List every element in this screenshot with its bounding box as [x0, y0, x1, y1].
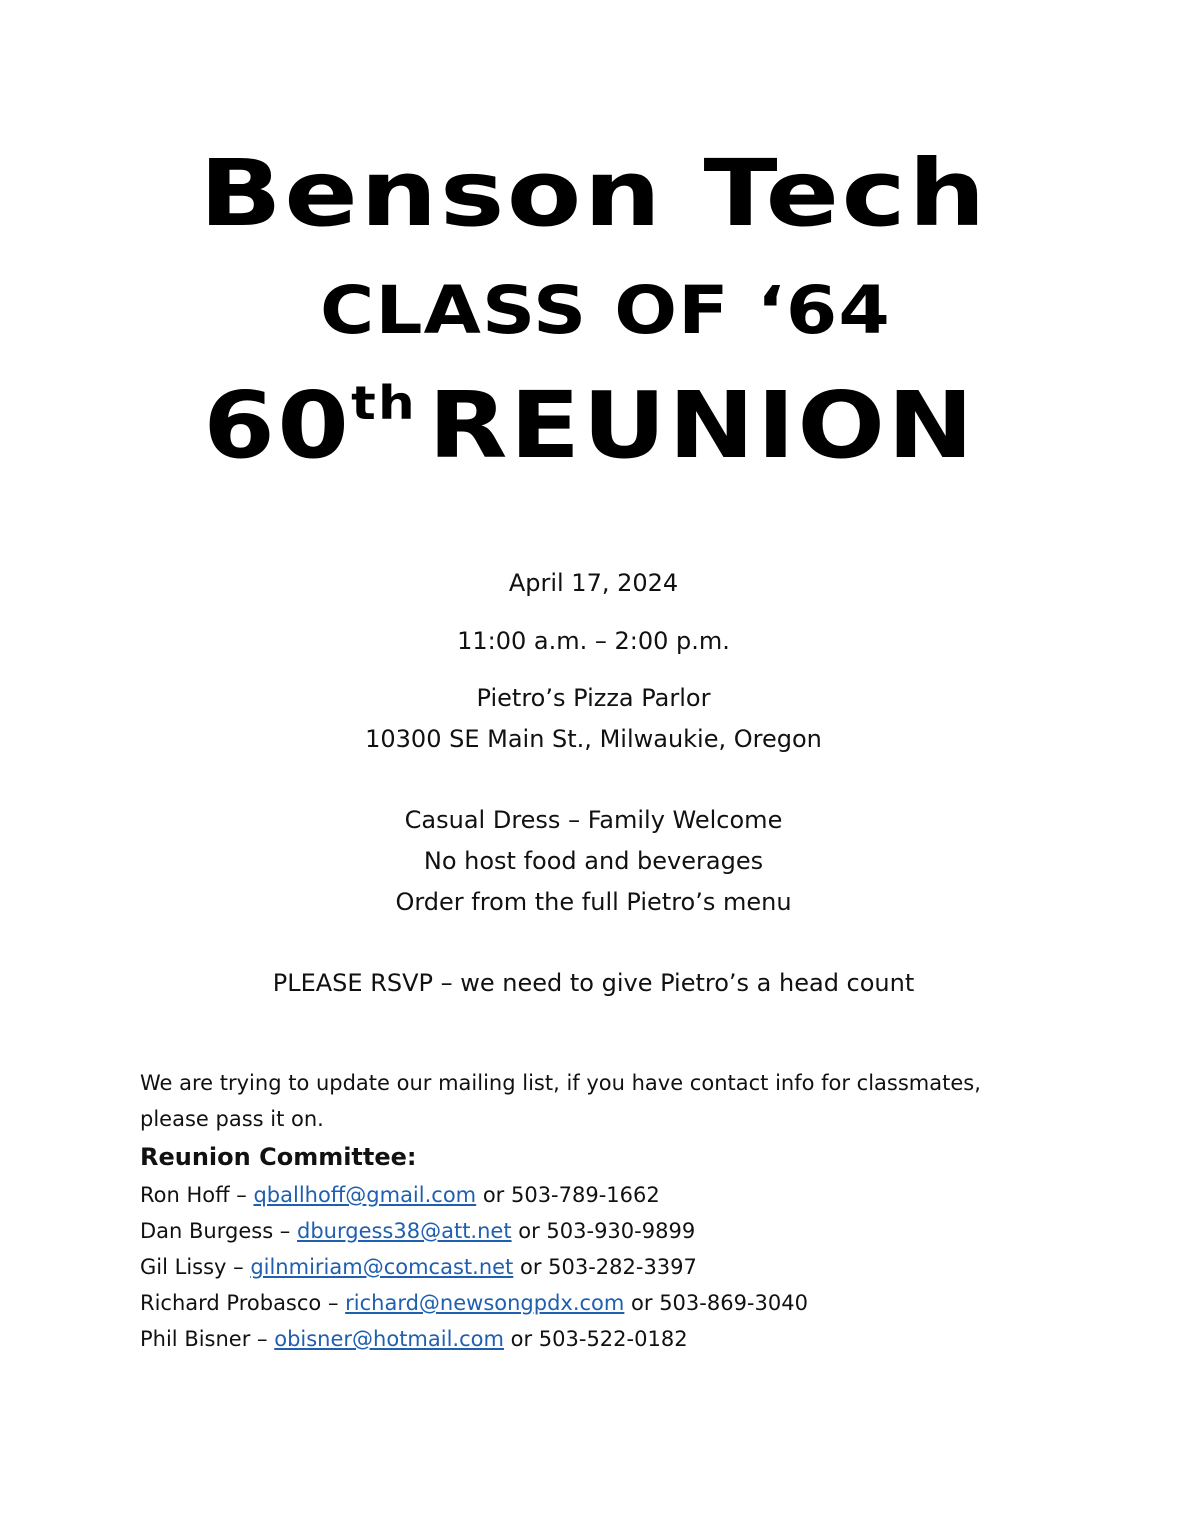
member-phone: or 503-930-9899	[511, 1219, 696, 1243]
member-email-link[interactable]: qballhoff@gmail.com	[253, 1183, 477, 1207]
member-name: Richard Probasco –	[140, 1291, 346, 1315]
member-email-link[interactable]: gilnmiriam@comcast.net	[250, 1255, 514, 1279]
mailing-note-line1: We are trying to update our mailing list, if you have contact info for classmates,	[140, 1071, 981, 1095]
event-date: April 17, 2024	[508, 569, 679, 597]
detail-food: No host food and beverages	[423, 847, 764, 875]
title-ordinal: th	[351, 376, 417, 430]
event-address: 10300 SE Main St., Milwaukie, Oregon	[365, 725, 822, 753]
member-phone: or 503-522-0182	[503, 1327, 688, 1351]
member-phone: or 503-282-3397	[513, 1255, 697, 1279]
event-time: 11:00 a.m. – 2:00 p.m.	[457, 627, 730, 655]
title-school: Benson Tech	[199, 140, 988, 247]
committee-member	[140, 1255, 697, 1279]
title-class: CLASS OF ‘64	[320, 272, 891, 349]
detail-menu: Order from the full Pietro’s menu	[395, 888, 792, 916]
member-name: Phil Bisner –	[140, 1327, 275, 1351]
committee-member	[140, 1183, 660, 1207]
member-name: Ron Hoff –	[140, 1183, 254, 1207]
member-phone: or 503-789-1662	[476, 1183, 660, 1207]
member-name: Gil Lissy –	[140, 1255, 251, 1279]
committee-heading: Reunion Committee:	[140, 1143, 417, 1171]
committee-member	[140, 1219, 695, 1243]
committee-member	[140, 1291, 808, 1315]
title-reunion	[0, 372, 1187, 479]
title-reunion-word: REUNION	[428, 372, 976, 479]
member-email-link[interactable]: dburgess38@att.net	[297, 1219, 512, 1243]
title-number: 60	[203, 372, 352, 479]
committee-member	[140, 1327, 688, 1351]
rsvp-note: PLEASE RSVP – we need to give Pietro’s a head count	[272, 969, 915, 997]
member-phone: or 503-869-3040	[624, 1291, 808, 1315]
member-email-link[interactable]: richard@newsongpdx.com	[345, 1291, 625, 1315]
member-email-link[interactable]: obisner@hotmail.com	[274, 1327, 504, 1351]
mailing-note-line2: please pass it on.	[140, 1107, 324, 1131]
detail-dress: Casual Dress – Family Welcome	[404, 806, 783, 834]
event-venue: Pietro’s Pizza Parlor	[476, 684, 711, 712]
member-name: Dan Burgess –	[140, 1219, 297, 1243]
